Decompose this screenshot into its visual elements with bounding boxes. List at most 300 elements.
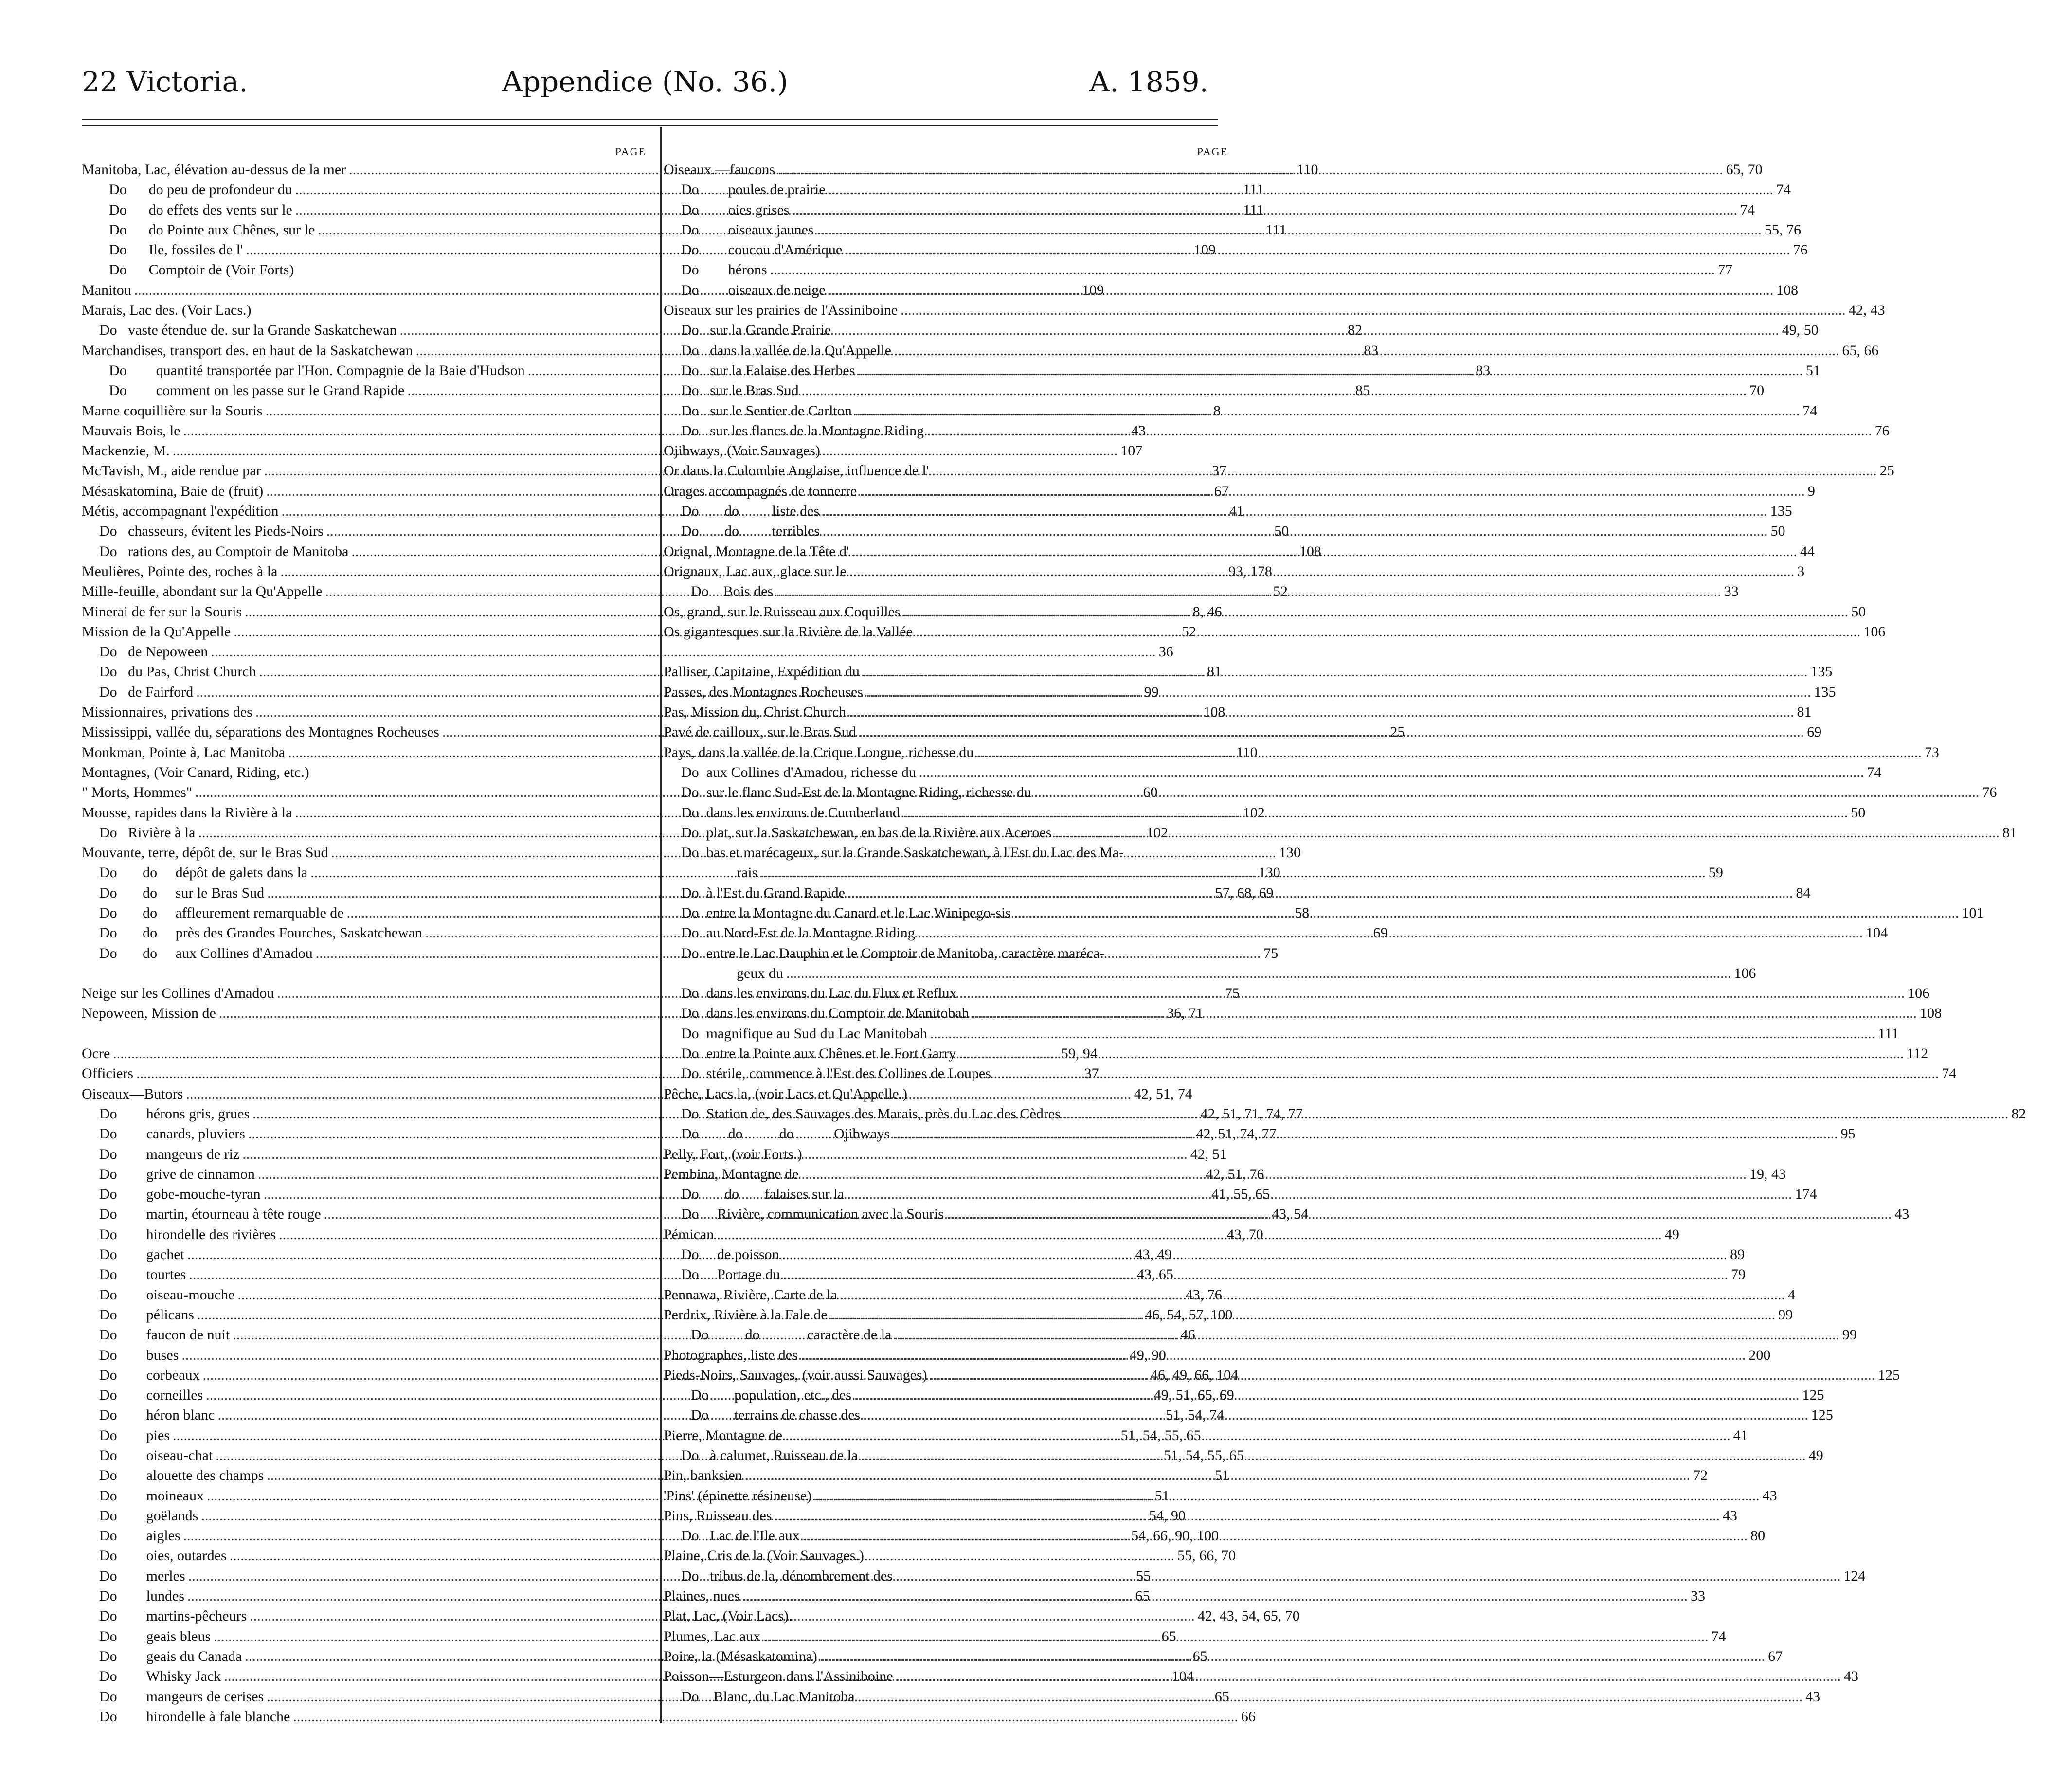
index-entry xyxy=(664,1264,1746,1284)
entry-text: Métis, accompagnant l'expédition xyxy=(82,503,279,520)
entry-text: Do do dépôt de galets dans la xyxy=(99,865,308,881)
entry-page: 80 xyxy=(1750,1528,1766,1544)
entry-page: 75 xyxy=(1225,985,1240,1002)
leader-dots xyxy=(814,1486,1760,1506)
entry-text: Do Whisky Jack xyxy=(99,1668,221,1685)
header-rule-bottom xyxy=(82,125,1218,126)
entry-text: Do geais bleus xyxy=(99,1628,211,1644)
leader-dots xyxy=(903,803,1848,823)
entry-page: 55, 76 xyxy=(1764,221,1801,238)
entry-text: Pembina, Montagne de xyxy=(664,1166,799,1182)
entry-page: 33 xyxy=(1724,583,1739,600)
entry-text: Do do caractère de la xyxy=(691,1327,892,1343)
leader-dots xyxy=(783,1264,1728,1284)
entry-text: Perdrix, Rivière à la Fale de xyxy=(664,1306,828,1323)
index-entry xyxy=(664,441,1228,461)
header-left: 22 Victoria. xyxy=(82,65,248,98)
entry-text: Do de poisson xyxy=(681,1246,779,1263)
entry-page: 108 xyxy=(1299,543,1321,559)
leader-dots xyxy=(745,1465,1691,1485)
entry-page: 51, 54, 74 xyxy=(1165,1407,1224,1424)
entry-page: 43, 65 xyxy=(1136,1266,1173,1283)
entry-text: Os gigantesques sur la Rivière de la Vallée xyxy=(664,623,913,640)
entry-text: Do faucon de nuit xyxy=(99,1327,230,1343)
page-column-label: PAGE xyxy=(615,145,646,158)
entry-page: 65 xyxy=(1192,1648,1207,1664)
entry-text: Orignaux, Lac aux, glace sur le xyxy=(664,563,847,579)
entry-page: 49, 51, 65, 69 xyxy=(1153,1387,1234,1404)
entry-page: 69 xyxy=(1807,724,1822,740)
entry-page: 43, 54 xyxy=(1272,1206,1309,1223)
entry-page: 101 xyxy=(1962,904,1984,921)
entry-text: Do vaste étendue de. sur la Grande Saskatchewan xyxy=(99,322,397,339)
leader-dots xyxy=(918,923,1863,943)
entry-text: Do buses xyxy=(99,1347,179,1363)
leader-dots xyxy=(830,1305,1776,1325)
leader-dots xyxy=(760,863,1706,883)
entry-text: Or dans la Colombie Anglaise, influence de l' xyxy=(664,463,929,479)
entry-text: Do sur le flanc Sud-Est de la Montagne Riding, richesse du xyxy=(681,784,1031,801)
index-entry xyxy=(664,682,1836,702)
entry-page: 85 xyxy=(1355,382,1370,399)
index-entry xyxy=(664,762,1882,782)
entry-text: Plumes, Lac aux xyxy=(664,1628,761,1644)
entry-text: Marais, Lac des. (Voir Lacs.) xyxy=(82,302,252,319)
index-entry xyxy=(664,843,1228,863)
leader-dots xyxy=(770,260,1715,280)
index-entry xyxy=(664,1465,1708,1485)
entry-page: 108 xyxy=(1203,704,1225,721)
entry-page: 104 xyxy=(1866,925,1888,941)
entry-page: 42, 51, 71, 74, 77 xyxy=(1200,1105,1303,1122)
leader-dots xyxy=(959,1044,1904,1063)
entry-page: 36 xyxy=(1158,644,1173,660)
entry-page: 111 xyxy=(1243,201,1264,218)
entry-text: Mackenzie, M. xyxy=(82,443,170,459)
leader-dots xyxy=(829,280,1774,300)
entry-page: 99 xyxy=(1842,1327,1857,1343)
entry-text: Pins, Ruisseau des xyxy=(664,1507,772,1524)
entry-text: Palliser, Capitaine, Expédition du xyxy=(664,664,860,680)
entry-page: 43 xyxy=(1805,1688,1820,1705)
entry-page: 76 xyxy=(1793,242,1808,258)
entry-text: Do oiseau-chat xyxy=(99,1447,213,1463)
leader-dots xyxy=(816,220,1762,240)
entry-page: 111 xyxy=(1878,1025,1899,1042)
entry-text: Plaine, Cris de la (Voir Sauvages.) xyxy=(664,1548,864,1564)
entry-page: 58 xyxy=(1295,904,1310,921)
entry-page: 104 xyxy=(1171,1668,1194,1685)
leader-dots xyxy=(803,1526,1748,1546)
entry-text: Do tribus de la, dénombrement des xyxy=(681,1568,893,1584)
leader-dots xyxy=(763,1626,1709,1646)
entry-page: 59, 94 xyxy=(1061,1045,1098,1062)
entry-text: Minerai de fer sur la Souris xyxy=(82,603,242,620)
entry-page: 51, 54, 55, 65 xyxy=(1163,1447,1244,1463)
entry-text: " Morts, Hommes" xyxy=(82,784,192,801)
entry-page: 111 xyxy=(1265,221,1287,238)
index-entry xyxy=(664,401,1818,421)
entry-page: 74 xyxy=(1776,181,1791,198)
index-entry xyxy=(82,300,646,320)
entry-text: Do mangeurs de cerises xyxy=(99,1688,264,1705)
entry-page: 67 xyxy=(1214,483,1229,499)
entry-page: 42, 51, 74 xyxy=(1134,1085,1192,1102)
entry-text: Do mangeurs de riz xyxy=(99,1146,240,1162)
leader-dots xyxy=(801,1164,1747,1184)
entry-page: 200 xyxy=(1748,1347,1771,1363)
index-entry xyxy=(82,642,1173,662)
index-entry xyxy=(664,1566,1866,1586)
leader-dots xyxy=(894,1325,1839,1345)
entry-text: Do comment on les passe sur le Grand Rapide xyxy=(109,382,405,399)
index-entry xyxy=(664,662,1833,682)
entry-text: rais xyxy=(737,865,758,881)
leader-dots xyxy=(896,1666,1841,1686)
entry-page: 46, 49, 66, 104 xyxy=(1151,1367,1239,1383)
entry-page: 82 xyxy=(2011,1105,2026,1122)
leader-dots xyxy=(823,521,1768,541)
leader-dots xyxy=(863,1405,1808,1425)
leader-dots xyxy=(802,380,1747,400)
entry-text: Do de Fairford xyxy=(99,684,194,700)
index-entry xyxy=(664,1063,1957,1083)
entry-page: 43 xyxy=(1131,422,1146,439)
index-entry xyxy=(664,481,1815,501)
entry-page: 109 xyxy=(1082,282,1104,298)
index-entry xyxy=(664,963,1756,983)
entry-page: 106 xyxy=(1908,985,1930,1002)
leader-dots xyxy=(976,742,1922,762)
entry-text: Marne coquillière sur la Souris xyxy=(82,402,263,419)
entry-text: Do entre le Lac Dauphin et le Comptoir de Manitoba, caractère maréca- xyxy=(681,945,1105,961)
index-entry xyxy=(664,1285,1796,1305)
entry-text: Neige sur les Collines d'Amadou xyxy=(82,985,274,1002)
entry-text: Plat, Lac, (Voir Lacs). xyxy=(664,1608,793,1624)
entry-text: Do canards, pluviers xyxy=(99,1126,245,1142)
leader-dots xyxy=(866,682,1811,702)
leader-dots xyxy=(930,1365,1875,1385)
entry-text: Pin, banksien xyxy=(664,1467,742,1484)
entry-text: Pavé de cailloux, sur le Bras Sud xyxy=(664,724,856,740)
entry-text: Mississippi, vallée du, séparations des Montagnes Rocheuses xyxy=(82,724,439,740)
entry-page: 54, 66, 90, 100 xyxy=(1131,1528,1219,1544)
entry-text: Pieds-Noirs, Sauvages, (voir aussi Sauvages) xyxy=(664,1367,927,1383)
entry-page: 41 xyxy=(1229,503,1244,520)
leader-dots xyxy=(775,1506,1720,1526)
entry-page: 174 xyxy=(1795,1186,1817,1203)
entry-page: 74 xyxy=(1867,764,1882,780)
entry-page: 65, 66 xyxy=(1842,342,1879,359)
leader-dots xyxy=(822,501,1767,521)
entry-text: Do rations des, au Comptoir de Manitoba xyxy=(99,543,349,559)
entry-text: Do aux Collines d'Amadou, richesse du xyxy=(681,764,916,780)
entry-text: Pays, dans la vallée de la Crique Longue, richesse du xyxy=(664,744,974,760)
entry-page: 110 xyxy=(1236,744,1258,760)
leader-dots xyxy=(894,341,1839,360)
entry-text: Do dans les environs du Comptoir de Manitobah xyxy=(681,1005,969,1022)
leader-dots xyxy=(1063,1104,2009,1124)
leader-dots xyxy=(947,1204,1892,1224)
index-entry xyxy=(664,1606,1228,1626)
entry-text: Do hérons xyxy=(681,262,767,278)
entry-page: 109 xyxy=(1193,242,1216,258)
entry-text: Do poules de prairie xyxy=(681,181,826,198)
leader-dots xyxy=(849,561,1795,581)
entry-text: Do quantité transportée par l'Hon. Compagnie de la Baie d'Hudson xyxy=(109,362,525,378)
entry-text: Do hérons gris, grues xyxy=(99,1105,250,1122)
index-entry xyxy=(664,280,1799,300)
entry-text: Do au Nord-Est de la Montagne Riding xyxy=(681,925,915,941)
entry-page: 50 xyxy=(1274,523,1289,540)
entry-text: Do coucou d'Amérique xyxy=(681,242,843,258)
entry-page: 43 xyxy=(1844,1668,1859,1685)
index-entry xyxy=(664,1586,1706,1606)
entry-text: Mésaskatomina, Baie de (fruit) xyxy=(82,483,264,499)
entry-text: Do do peu de profondeur du xyxy=(109,181,292,198)
entry-page: 69 xyxy=(1373,925,1388,941)
leader-dots xyxy=(847,1184,1792,1204)
entry-text: Mauvais Bois, le xyxy=(82,422,180,439)
entry-text: Mission de la Qu'Appelle xyxy=(82,623,231,640)
entry-text: Oiseaux.—faucons xyxy=(664,162,775,178)
entry-text: Do pélicans xyxy=(99,1306,194,1323)
entry-page: 42, 51, 76 xyxy=(1206,1166,1264,1182)
index-entry xyxy=(664,1385,1824,1405)
entry-page: 8 xyxy=(1213,402,1221,419)
entry-page: 106 xyxy=(1734,965,1756,981)
leader-dots xyxy=(932,461,1877,481)
leader-dots xyxy=(1034,782,1980,802)
leader-dots xyxy=(1054,823,2000,843)
entry-text: Meulières, Pointe des, roches à la xyxy=(82,563,278,579)
index-entry xyxy=(664,1325,1857,1345)
entry-text: Do oiseaux jaunes xyxy=(681,221,814,238)
entry-page: 81 xyxy=(2002,824,2017,841)
leader-dots xyxy=(994,1063,1939,1083)
index-entry xyxy=(664,1546,1228,1566)
index-entry xyxy=(664,1024,1899,1044)
entry-text: Do dans la vallée de la Qu'Appelle xyxy=(681,342,891,359)
leader-dots xyxy=(919,762,1864,782)
entry-page: 51 xyxy=(1154,1487,1170,1504)
leader-dots xyxy=(1014,903,1959,923)
entry-text: Do à l'Est du Grand Rapide xyxy=(681,884,846,901)
index-entry xyxy=(664,1365,1900,1385)
entry-page: 99 xyxy=(1778,1306,1793,1323)
index-entry xyxy=(664,782,1997,802)
entry-text: Do do affleurement remarquable de xyxy=(99,904,344,921)
entry-page: 102 xyxy=(1146,824,1168,841)
entry-text: Poisson—Esturgeon dans l'Assiniboine xyxy=(664,1668,893,1685)
entry-page: 43 xyxy=(1762,1487,1777,1504)
entry-page: 95 xyxy=(1840,1126,1856,1142)
entry-text: Do gobe-mouche-tyran xyxy=(99,1186,261,1203)
entry-text: Do oies, outardes xyxy=(99,1548,227,1564)
index-entry xyxy=(664,1405,1833,1425)
leader-dots xyxy=(743,1586,1688,1606)
entry-page: 112 xyxy=(1907,1045,1928,1062)
entry-text: Do martin, étourneau à tête rouge xyxy=(99,1206,321,1223)
entry-text: Do sur les flancs de la Montagne Riding xyxy=(681,422,924,439)
leader-dots xyxy=(776,581,1721,601)
entry-page: 57, 68, 69 xyxy=(1215,884,1274,901)
entry-text: Pelly, Fort, (voir Forts.) xyxy=(664,1146,802,1162)
entry-text: Ocre xyxy=(82,1045,110,1062)
leader-dots xyxy=(858,1687,1803,1707)
entry-text: Mouvante, terre, dépôt de, sur le Bras Sud xyxy=(82,845,328,861)
entry-text: Do do liste des xyxy=(681,503,820,520)
entry-text: Do merles xyxy=(99,1568,185,1584)
index-entry xyxy=(82,963,646,983)
leader-dots xyxy=(801,1345,1746,1365)
entry-text: Do chasseurs, évitent les Pieds-Noirs xyxy=(99,523,324,540)
index-entry xyxy=(664,1526,1766,1546)
entry-text: Do corneilles xyxy=(99,1387,203,1404)
index-entry xyxy=(82,762,646,782)
entry-text: Do Rivière, communication avec la Souris xyxy=(681,1206,944,1223)
entry-text: Do oies grises xyxy=(681,201,790,218)
entry-page: 43 xyxy=(1723,1507,1738,1524)
entry-text: Do bas et marécageux, sur la Grande Saskatchewan, à l'Est du Lac des Ma- xyxy=(681,845,1124,861)
entry-text: Officiers xyxy=(82,1065,134,1082)
entry-text: Do do do Ojibways xyxy=(681,1126,890,1142)
leader-dots xyxy=(927,421,1872,441)
leader-dots xyxy=(792,200,1737,220)
entry-page: 102 xyxy=(1243,804,1265,821)
entry-page: 76 xyxy=(1874,422,1890,439)
entry-page: 9 xyxy=(1807,483,1815,499)
page-column-label: PAGE xyxy=(1197,145,1228,158)
entry-text: Do population, etc., des xyxy=(691,1387,851,1404)
entry-text: Do corbeaux xyxy=(99,1367,200,1383)
entry-text: Do martins-pêcheurs xyxy=(99,1608,247,1624)
entry-page: 89 xyxy=(1730,1246,1745,1263)
entry-text: Ojibways, (Voir Sauvages) xyxy=(664,443,820,459)
entry-page: 4 xyxy=(1788,1286,1796,1303)
entry-page: 135 xyxy=(1810,664,1833,680)
entry-page: 74 xyxy=(1802,402,1818,419)
index-entry xyxy=(664,240,1808,260)
entry-page: 124 xyxy=(1843,1568,1866,1584)
entry-text: Mousse, rapides dans la Rivière à la xyxy=(82,804,292,821)
entry-text: Mille-feuille, abondant sur la Qu'Appelle xyxy=(82,583,323,600)
entry-text: Pas, Mission du, Christ Church xyxy=(664,704,847,721)
entry-text: Pêche, Lacs la, (voir Lacs et Qu'Appelle.) xyxy=(664,1085,908,1102)
entry-page: 84 xyxy=(1796,884,1811,901)
entry-text: Do geais du Canada xyxy=(99,1648,242,1664)
index-entry xyxy=(664,461,1894,481)
entry-page: 135 xyxy=(1814,684,1836,700)
entry-page: 83 xyxy=(1476,362,1491,378)
entry-page: 51, 54, 55, 65 xyxy=(1120,1427,1201,1443)
index-entry xyxy=(664,1305,1793,1325)
entry-page: 130 xyxy=(1279,845,1301,861)
leader-dots xyxy=(903,602,1849,622)
entry-text: Do entre la Montagne du Canard et le Lac Winipego-sis xyxy=(681,904,1011,921)
entry-page: 75 xyxy=(1263,945,1279,961)
entry-page: 37 xyxy=(1212,463,1227,479)
entry-text: Do plat, sur la Saskatchewan, en bas de la Rivière aux Aceroes xyxy=(681,824,1052,841)
entry-text: Oiseaux sur les prairies de l'Assiniboine xyxy=(664,302,898,319)
entry-text: Do hirondelle des rivières xyxy=(99,1226,276,1243)
entry-page: 76 xyxy=(1982,784,1997,801)
entry-page: 54, 90 xyxy=(1149,1507,1186,1524)
index-entry xyxy=(664,1003,1942,1023)
entry-page: 130 xyxy=(1258,865,1280,881)
leader-dots xyxy=(901,300,1846,320)
entry-page: 55, 66, 70 xyxy=(1177,1548,1236,1564)
index-entry xyxy=(664,1084,1228,1104)
entry-page: 65 xyxy=(1161,1628,1176,1644)
entry-page: 111 xyxy=(1243,181,1264,198)
entry-text: Passes, des Montagnes Rocheuses xyxy=(664,684,863,700)
entry-text: Nepoween, Mission de xyxy=(82,1005,216,1022)
index-entry xyxy=(664,642,1228,662)
entry-page: 46, 54, 57, 100 xyxy=(1145,1306,1233,1323)
leader-dots xyxy=(782,1244,1728,1264)
index-entry xyxy=(664,823,2017,843)
entry-page: 43, 70 xyxy=(1226,1226,1263,1243)
header-rule-top xyxy=(82,119,1218,120)
entry-page: 79 xyxy=(1730,1266,1746,1283)
entry-page: 81 xyxy=(1797,704,1812,721)
entry-text: Do Rivière à la xyxy=(99,824,196,841)
leader-dots xyxy=(916,622,1861,642)
entry-page: 60 xyxy=(1143,784,1158,801)
entry-text: Os, grand, sur le Ruisseau aux Coquilles xyxy=(664,603,901,620)
entry-text: Plaines, nues xyxy=(664,1588,740,1604)
entry-page: 74 xyxy=(1740,201,1755,218)
index-entry xyxy=(82,260,646,280)
index-entry xyxy=(664,702,1812,722)
entry-page: 41 xyxy=(1733,1427,1748,1443)
entry-text: Missionnaires, privations des xyxy=(82,704,252,721)
leader-dots xyxy=(829,180,1774,199)
entry-text: Do terrains de chasse des xyxy=(691,1407,861,1424)
index-entry xyxy=(664,1486,1777,1506)
entry-page: 93, 178 xyxy=(1228,563,1272,579)
entry-text: Do sur la Grande Prairie xyxy=(681,322,831,339)
leader-dots xyxy=(863,662,1808,682)
entry-page: 65 xyxy=(1135,1588,1150,1604)
entry-page: 42, 43, 54, 65, 70 xyxy=(1197,1608,1300,1624)
entry-page: 70 xyxy=(1749,382,1765,399)
entry-text: Orignal, Montagne de la Tête d' xyxy=(664,543,849,559)
index-entry xyxy=(664,1144,1228,1164)
entry-page: 33 xyxy=(1691,1588,1706,1604)
index-entry xyxy=(664,260,1733,280)
entry-page: 3 xyxy=(1797,563,1805,579)
entry-page: 106 xyxy=(1863,623,1886,640)
entry-page: 107 xyxy=(1120,443,1143,459)
entry-page: 42, 51 xyxy=(1190,1146,1227,1162)
entry-text: Do gachet xyxy=(99,1246,184,1263)
entry-page: 42, 43 xyxy=(1848,302,1885,319)
entry-text: Do oiseau-mouche xyxy=(99,1286,235,1303)
entry-text: McTavish, M., aide rendue par xyxy=(82,463,261,479)
entry-page: 36, 71 xyxy=(1167,1005,1204,1022)
entry-text: Do à calumet, Ruisseau de la xyxy=(681,1447,858,1463)
leader-dots xyxy=(859,722,1804,742)
index-entry xyxy=(664,622,1886,642)
entry-page: 50 xyxy=(1851,603,1866,620)
entry-text: Do do effets des vents sur le xyxy=(109,201,292,218)
entry-page: 59 xyxy=(1708,865,1723,881)
index-entry xyxy=(664,521,1785,541)
entry-page: 19, 43 xyxy=(1749,1166,1786,1182)
leader-dots xyxy=(786,963,1731,983)
